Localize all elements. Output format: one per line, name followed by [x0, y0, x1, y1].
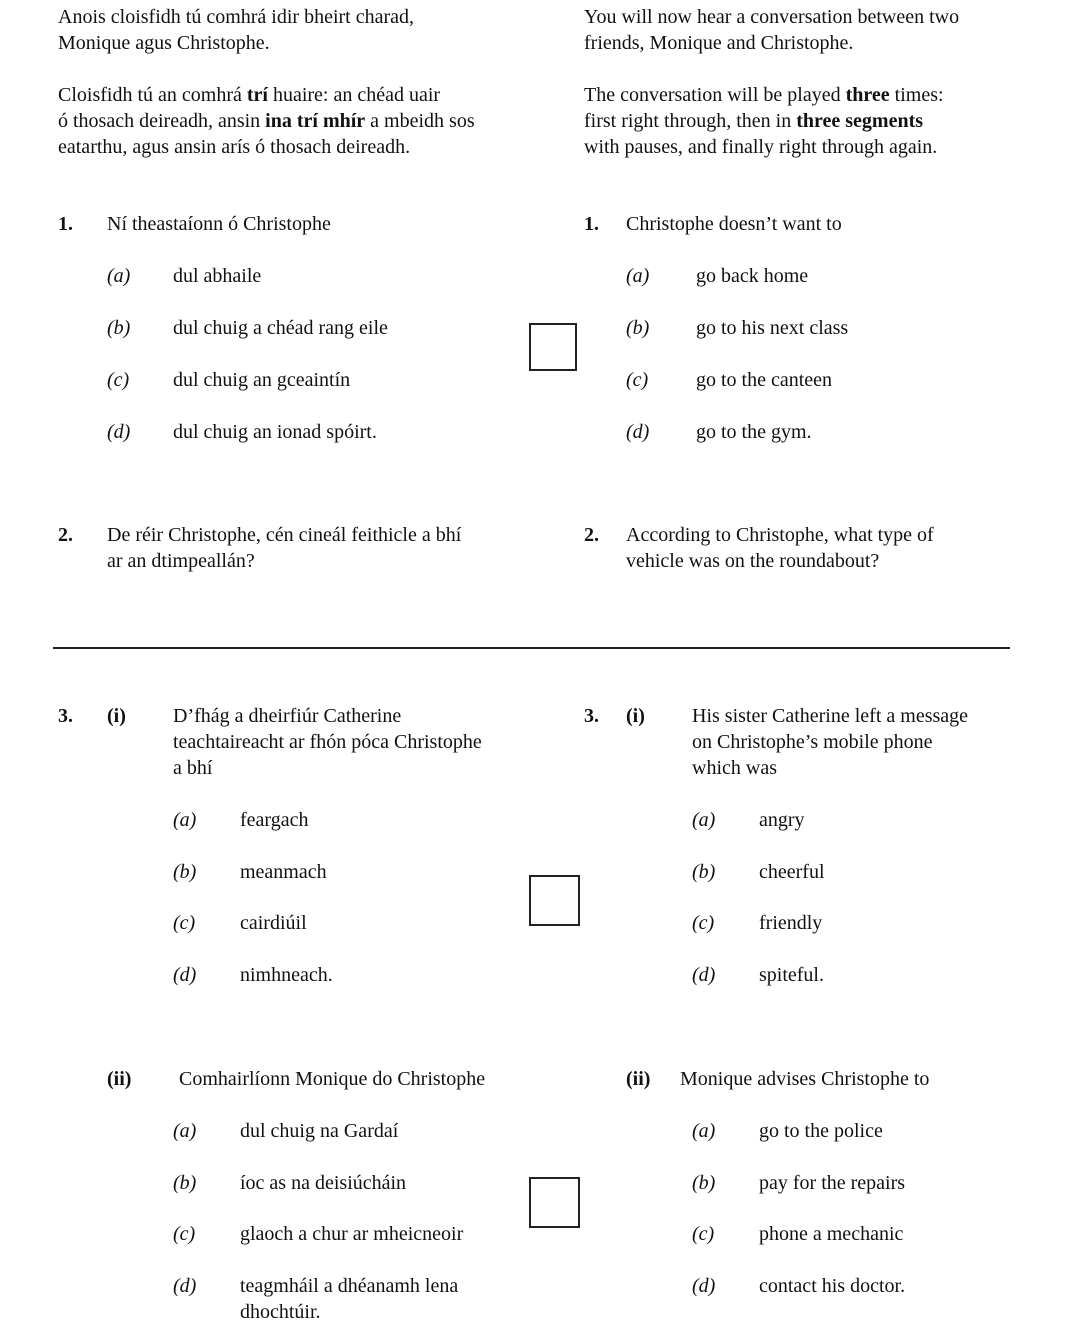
q3-part-i-label-irish: (i): [107, 705, 126, 727]
q1-number-english: 1.: [584, 213, 599, 235]
q3-part-i-stem-english: [692, 703, 968, 781]
intro-irish-paragraph-1: [58, 4, 414, 56]
q1-option-c-english: go to the canteen: [696, 369, 833, 391]
intro-english-paragraph-2: [584, 82, 944, 160]
q3-number-english: 3.: [584, 705, 599, 727]
q3ii-option-d-english: contact his doctor.: [759, 1275, 906, 1297]
q1-option-letter: (a): [626, 265, 650, 287]
q2-number-english: 2.: [584, 524, 599, 546]
q1-option-a-english: go back home: [696, 265, 809, 287]
q3i-option-letter: (d): [173, 964, 197, 986]
q3ii-option-a-irish: dul chuig na Gardaí: [240, 1120, 399, 1142]
q3-part-i-stem-irish: [173, 703, 482, 781]
q1-option-d-english: go to the gym.: [696, 421, 812, 443]
q2-stem-irish: [107, 522, 461, 574]
q3ii-option-letter: (a): [173, 1120, 197, 1142]
intro-irish-line: Cloisfidh tú an comhrá trí huaire: an chéad uair: [58, 84, 441, 106]
intro-irish-line: eatarthu, agus ansin arís ó thosach deireadh.: [58, 136, 411, 158]
q1-option-a-irish: dul abhaile: [173, 265, 262, 287]
q1-option-c-irish: dul chuig an gceaintín: [173, 369, 351, 391]
q2-answer-line[interactable]: [53, 647, 1010, 649]
q1-option-b-irish: dul chuig a chéad rang eile: [173, 317, 388, 339]
q3i-option-letter: (d): [692, 964, 716, 986]
q3ii-option-b-irish: íoc as na deisiúcháin: [240, 1172, 407, 1194]
q3-part-i-stem-irish-line: D’fhág a dheirfiúr Catherine: [173, 705, 402, 727]
q2-stem-english-line: vehicle was on the roundabout?: [626, 550, 880, 572]
q3-part-i-stem-english-line: which was: [692, 757, 777, 779]
q3-part-i-label-english: (i): [626, 705, 645, 727]
intro-irish-line: Monique agus Christophe.: [58, 32, 270, 54]
q3ii-option-letter: (a): [692, 1120, 716, 1142]
q2-number-irish: 2.: [58, 524, 73, 546]
q3ii-option-letter: (d): [173, 1275, 197, 1297]
intro-english-paragraph-1: [584, 4, 959, 56]
q3ii-option-letter: (c): [692, 1223, 715, 1245]
q3-part-ii-stem-english: Monique advises Christophe to: [680, 1068, 930, 1090]
q3-part-i-stem-english-line: His sister Catherine left a message: [692, 705, 969, 727]
q1-option-letter: (c): [107, 369, 130, 391]
q3-part-ii-stem-irish: Comhairlíonn Monique do Christophe: [179, 1068, 486, 1090]
q2-stem-english: [626, 522, 934, 574]
q2-stem-irish-line: ar an dtimpeallán?: [107, 550, 255, 572]
q2-stem-irish-line: De réir Christophe, cén cineál feithicle a bhí: [107, 524, 462, 546]
q3-part-i-stem-irish-line: teachtaireacht ar fhón póca Christophe: [173, 731, 482, 753]
q3i-option-letter: (a): [173, 809, 197, 831]
q3ii-option-letter: (b): [692, 1172, 716, 1194]
q3i-option-d-irish: nimhneach.: [240, 964, 333, 986]
q3ii-option-b-english: pay for the repairs: [759, 1172, 906, 1194]
q3ii-option-d-irish: teagmháil a dhéanamh lena dhochtúir.: [240, 1275, 459, 1323]
q2-stem-english-line: According to Christophe, what type of: [626, 524, 934, 546]
q1-number-irish: 1.: [58, 213, 73, 235]
q1-option-letter: (d): [107, 421, 131, 443]
q3i-option-a-irish: feargach: [240, 809, 309, 831]
q3i-option-b-english: cheerful: [759, 861, 825, 883]
q3i-option-b-irish: meanmach: [240, 861, 327, 883]
q3-number-irish: 3.: [58, 705, 73, 727]
q1-option-letter: (b): [107, 317, 131, 339]
q3ii-option-c-irish: glaoch a chur ar mheicneoir: [240, 1223, 464, 1245]
q1-stem-english: Christophe doesn’t want to: [626, 213, 842, 235]
q1-option-letter: (a): [107, 265, 131, 287]
intro-irish-line: Anois cloisfidh tú comhrá idir bheirt charad,: [58, 6, 415, 28]
q3ii-option-c-english: phone a mechanic: [759, 1223, 904, 1245]
q3i-option-c-irish: cairdiúil: [240, 912, 307, 934]
q3ii-answer-box[interactable]: [529, 1177, 580, 1228]
q3i-option-a-english: angry: [759, 809, 805, 831]
intro-irish-paragraph-2: [58, 82, 475, 160]
intro-english-line: You will now hear a conversation between two: [584, 6, 960, 28]
intro-irish-line: ó thosach deireadh, ansin ina trí mhír a mbeidh sos: [58, 110, 475, 132]
q1-answer-box[interactable]: [529, 323, 577, 371]
q3i-option-c-english: friendly: [759, 912, 823, 934]
q1-option-letter: (c): [626, 369, 649, 391]
q3i-option-letter: (b): [173, 861, 197, 883]
q3-part-ii-label-english: (ii): [626, 1068, 651, 1090]
q3i-option-letter: (c): [173, 912, 196, 934]
q1-option-letter: (d): [626, 421, 650, 443]
intro-english-line: with pauses, and finally right through again.: [584, 136, 938, 158]
intro-english-line: first right through, then in three segments: [584, 110, 924, 132]
q1-stem-irish: Ní theastaíonn ó Christophe: [107, 213, 331, 235]
q3ii-option-letter: (d): [692, 1275, 716, 1297]
q3ii-option-letter: (c): [173, 1223, 196, 1245]
intro-english-line: friends, Monique and Christophe.: [584, 32, 854, 54]
q3i-option-letter: (a): [692, 809, 716, 831]
q3i-option-d-english: spiteful.: [759, 964, 824, 986]
q1-option-d-irish: dul chuig an ionad spóirt.: [173, 421, 377, 443]
q3ii-option-letter: (b): [173, 1172, 197, 1194]
q3ii-option-a-english: go to the police: [759, 1120, 883, 1142]
q3-part-ii-label-irish: (ii): [107, 1068, 132, 1090]
intro-english-line: The conversation will be played three times:: [584, 84, 944, 106]
q3i-option-letter: (c): [692, 912, 715, 934]
q1-option-letter: (b): [626, 317, 650, 339]
q3-part-i-stem-english-line: on Christophe’s mobile phone: [692, 731, 933, 753]
q3-part-i-stem-irish-line: a bhí: [173, 757, 213, 779]
q1-option-b-english: go to his next class: [696, 317, 849, 339]
q3i-answer-box[interactable]: [529, 875, 580, 926]
q3i-option-letter: (b): [692, 861, 716, 883]
